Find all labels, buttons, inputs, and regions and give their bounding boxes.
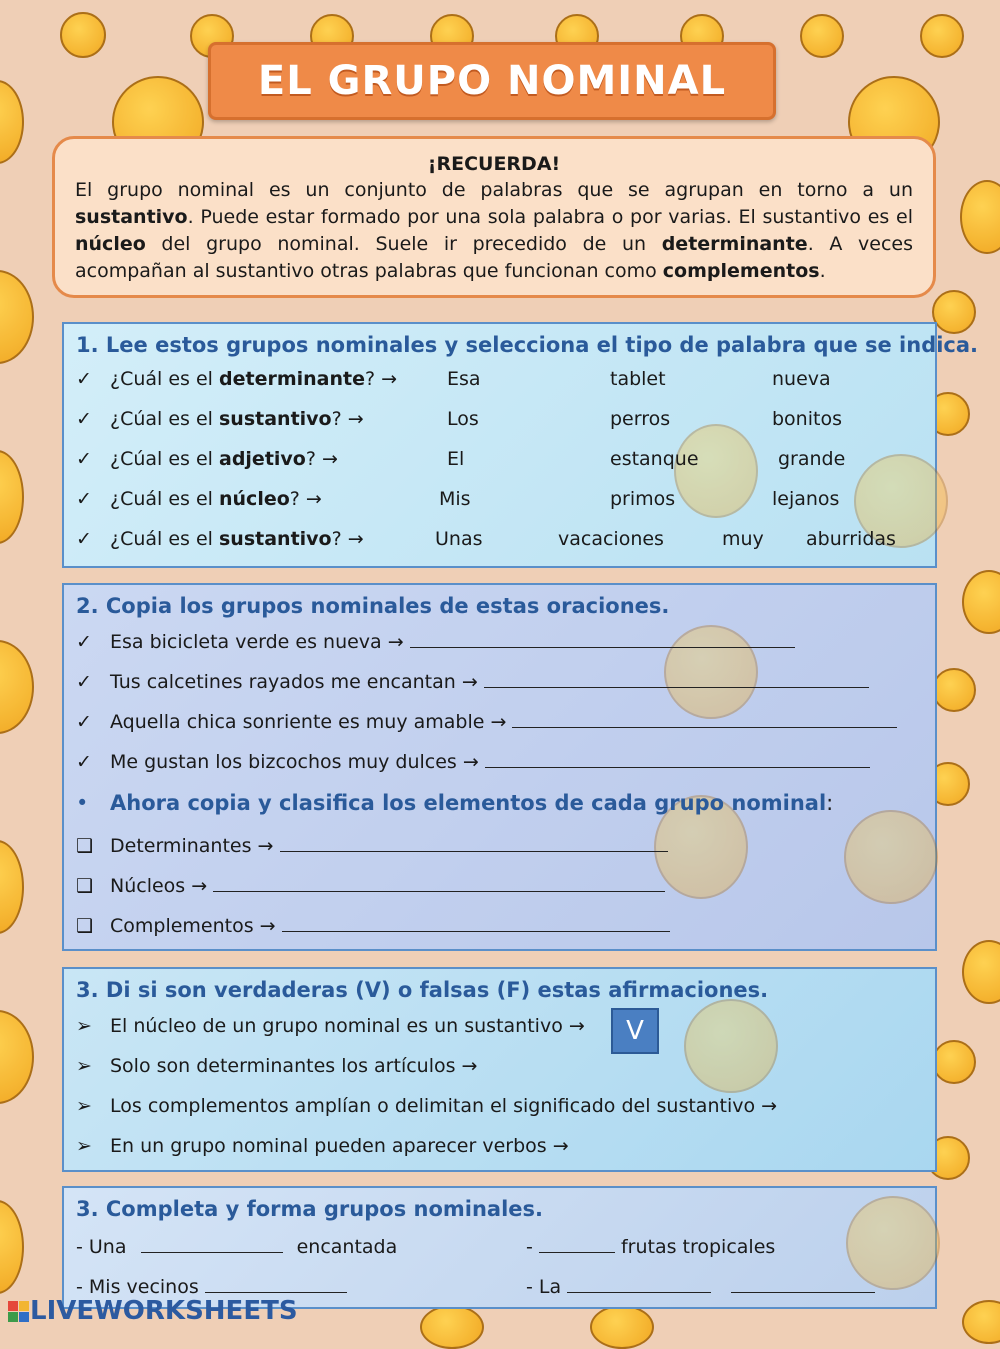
answer-input[interactable] (485, 749, 870, 768)
question-arrow: ? → (305, 448, 338, 470)
answer-input[interactable] (410, 629, 795, 648)
question-text: ¿Cuál es el (110, 528, 219, 550)
check-icon: ✓ (76, 631, 92, 653)
answer-input[interactable] (484, 669, 869, 688)
word-option[interactable]: muy (722, 528, 764, 550)
complete-row (76, 1234, 397, 1258)
word-option[interactable]: Esa (447, 368, 481, 390)
answer-input[interactable] (280, 833, 668, 852)
classify-label: Determinantes → (110, 835, 274, 857)
statement-text: Los complementos amplían o delimitan el significado del sustantivo → (110, 1095, 778, 1117)
question-arrow: ? → (364, 368, 398, 390)
word-option[interactable]: estanque (610, 448, 699, 470)
statement-row (76, 1095, 777, 1117)
check-icon: ✓ (76, 368, 92, 390)
arrow-bullet-icon: ➢ (76, 1095, 92, 1117)
check-icon: ✓ (76, 528, 92, 550)
word-option[interactable]: bonitos (772, 408, 842, 430)
logo-icon (8, 1301, 30, 1323)
section1-title: 1. Lee estos grupos nominales y selecciona el tipo de palabra que se indica. (76, 333, 979, 357)
word-option[interactable]: tablet (610, 368, 666, 390)
question-keyword: núcleo (219, 488, 290, 510)
arrow-bullet-icon: ➢ (76, 1135, 92, 1157)
check-icon: ✓ (76, 711, 92, 733)
question-row (76, 528, 364, 550)
arrow-bullet-icon: ➢ (76, 1015, 92, 1037)
question-row (76, 488, 322, 510)
sentence-row (76, 749, 870, 773)
answer-input[interactable] (731, 1274, 875, 1293)
complete-text: - (526, 1236, 533, 1258)
question-row (76, 448, 338, 470)
answer-input[interactable] (539, 1234, 615, 1253)
check-icon: ✓ (76, 751, 92, 773)
title-banner (208, 42, 776, 120)
word-option[interactable]: El (447, 448, 465, 470)
statement-text: Solo son determinantes los artículos → (110, 1055, 478, 1077)
complete-text: - Mis vecinos (76, 1276, 199, 1298)
page-title: EL GRUPO NOMINAL (257, 58, 727, 104)
answer-input[interactable] (567, 1274, 711, 1293)
statement-text: El núcleo de un grupo nominal es un sustantivo → (110, 1015, 585, 1037)
question-arrow: ? → (331, 528, 364, 550)
classify-row (76, 873, 665, 897)
sentence-text: Me gustan los bizcochos muy dulces → (110, 751, 479, 773)
sentence-row (76, 629, 795, 653)
question-text: ¿Cúal es el (110, 408, 219, 430)
question-row (76, 368, 397, 390)
answer-dropdown[interactable]: V (611, 1008, 659, 1054)
question-keyword: sustantivo (219, 528, 332, 550)
word-option[interactable]: Unas (435, 528, 483, 550)
question-text: ¿Cuál es el (110, 368, 219, 390)
complete-text: - Una (76, 1236, 127, 1258)
section3-title: 3. Di si son verdaderas (V) o falsas (F) estas afirmaciones. (76, 978, 769, 1002)
check-icon: ✓ (76, 488, 92, 510)
complete-row (526, 1234, 775, 1258)
arrow-bullet-icon: ➢ (76, 1055, 92, 1077)
answer-input[interactable] (213, 873, 665, 892)
complete-text: frutas tropicales (620, 1236, 776, 1258)
complete-text: - La (526, 1276, 562, 1298)
sentence-text: Aquella chica sonriente es muy amable → (110, 711, 507, 733)
section2-title: 2. Copia los grupos nominales de estas oraciones. (76, 594, 670, 618)
word-option[interactable]: Mis (439, 488, 471, 510)
word-option[interactable]: nueva (772, 368, 831, 390)
subtitle-colon: : (826, 791, 834, 815)
word-option[interactable]: lejanos (772, 488, 840, 510)
question-text: ¿Cúal es el (110, 448, 219, 470)
word-option[interactable]: aburridas (806, 528, 896, 550)
answer-input[interactable] (512, 709, 897, 728)
question-row (76, 408, 364, 430)
section-copy-groups (62, 583, 937, 951)
answer-input[interactable] (282, 913, 670, 932)
checkbox-icon: ❑ (76, 875, 94, 897)
section-true-false (62, 967, 937, 1172)
word-option[interactable]: perros (610, 408, 671, 430)
word-option[interactable]: grande (778, 448, 846, 470)
section4-title: 3. Completa y forma grupos nominales. (76, 1197, 544, 1221)
complete-row (76, 1274, 347, 1298)
classify-label: Núcleos → (110, 875, 208, 897)
question-arrow: ? → (289, 488, 322, 510)
sentence-text: Esa bicicleta verde es nueva → (110, 631, 404, 653)
recuerda-heading: ¡RECUERDA! (427, 153, 561, 175)
answer-input[interactable] (141, 1234, 283, 1253)
section-complete (62, 1186, 937, 1309)
bullet-icon: • (76, 791, 89, 815)
statement-row (76, 1135, 569, 1157)
section-select-word (62, 322, 979, 568)
statement-row (76, 1015, 585, 1037)
checkbox-icon: ❑ (76, 835, 94, 857)
subtitle-row (76, 791, 833, 815)
complete-row (526, 1274, 875, 1298)
question-arrow: ? → (331, 408, 364, 430)
sentence-text: Tus calcetines rayados me encantan → (110, 671, 478, 693)
subtitle-text: Ahora copia y clasifica los elementos de cada grupo nominal (110, 791, 827, 815)
question-text: ¿Cuál es el (110, 488, 219, 510)
word-option[interactable]: vacaciones (558, 528, 664, 550)
question-keyword: sustantivo (219, 408, 332, 430)
classify-row (76, 833, 668, 857)
classify-row (76, 913, 670, 937)
word-option[interactable]: primos (610, 488, 676, 510)
answer-input[interactable] (205, 1274, 347, 1293)
complete-text: encantada (296, 1236, 398, 1258)
liveworksheets-logo[interactable] (8, 1296, 298, 1326)
checkbox-icon: ❑ (76, 915, 94, 937)
recuerda-text: El grupo nominal es un conjunto de palabras que se agrupan en torno a un sustantivo. Puede estar formado por una sola palabra o por varias. El sustantivo es el núcleo del grupo nominal. Suele ir precedido de un determinante. A veces acompañan al sustantivo otras palabras que funcionan como complementos. (75, 179, 913, 282)
sentence-row (76, 709, 897, 733)
classify-label: Complementos → (110, 915, 276, 937)
check-icon: ✓ (76, 448, 92, 470)
recuerda-box (52, 136, 936, 298)
word-option[interactable]: Los (447, 408, 479, 430)
check-icon: ✓ (76, 671, 92, 693)
question-keyword: determinante (219, 368, 365, 390)
statement-row (76, 1055, 477, 1077)
statement-text: En un grupo nominal pueden aparecer verbos → (110, 1135, 569, 1157)
sentence-row (76, 669, 869, 693)
question-keyword: adjetivo (219, 448, 306, 470)
check-icon: ✓ (76, 408, 92, 430)
logo-text: LIVEWORKSHEETS (30, 1296, 298, 1326)
